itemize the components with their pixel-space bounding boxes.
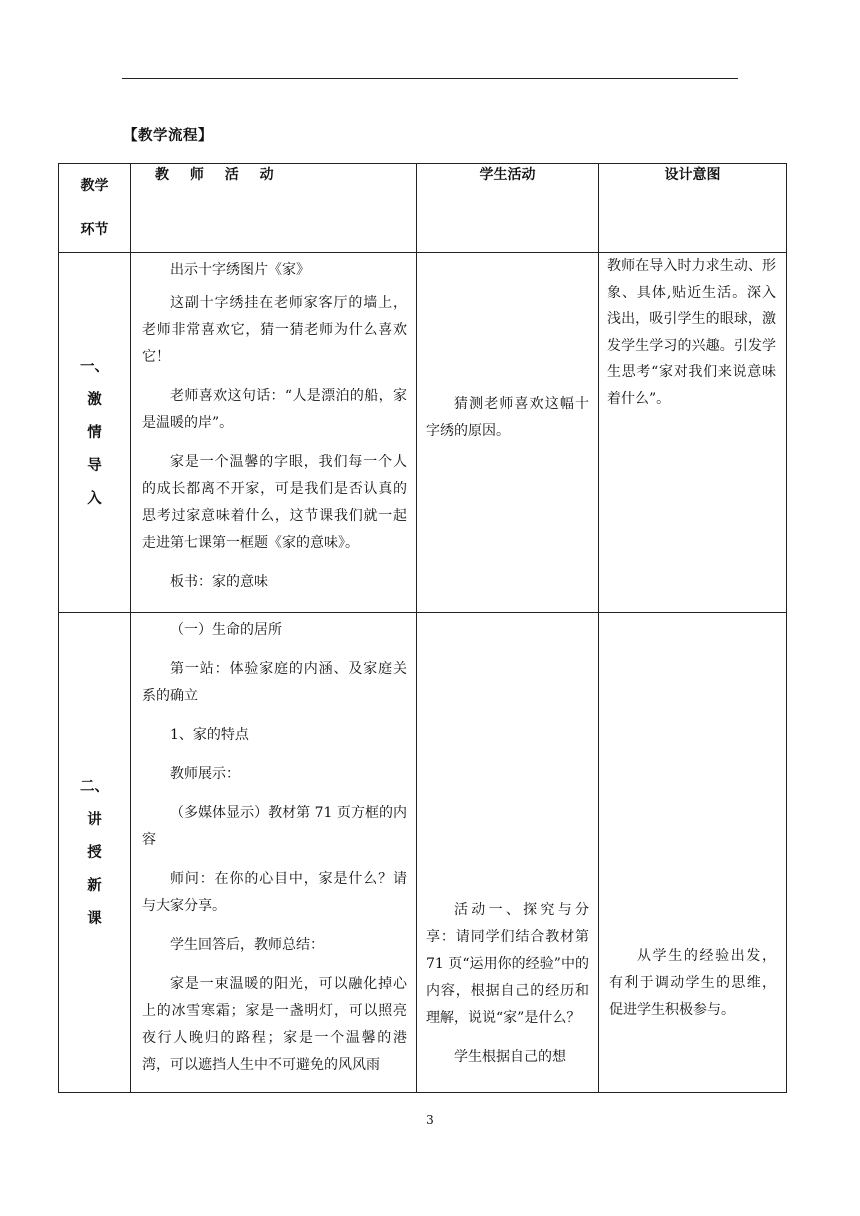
stage-cell-intro — [59, 253, 131, 613]
teacher-activity-cell — [131, 253, 417, 613]
stage-text: 新 — [87, 877, 102, 894]
stage-text: 一、 — [80, 358, 109, 375]
stage-text: 讲 — [87, 811, 102, 828]
header-design-intent: 设计意图 — [599, 164, 787, 253]
design-intent-cell — [599, 253, 787, 613]
table-row — [59, 613, 787, 1093]
teaching-flow-table — [58, 163, 787, 1093]
teacher-paragraph: 老师喜欢这句话：“人是漂泊的船，家是温暖的岸”。 — [142, 388, 407, 431]
stage-text: 导 — [87, 457, 102, 474]
stage-text: 授 — [87, 844, 102, 861]
header-rule — [122, 78, 738, 79]
header-teacher-activity: 教 师 活 动 — [131, 164, 417, 253]
teacher-paragraph: 第一站：体验家庭的内涵、及家庭关系的确立 — [142, 661, 407, 704]
section-heading: 【教学流程】 — [123, 127, 213, 144]
teacher-paragraph: （多媒体显示）教材第 71 页方框的内容 — [142, 805, 407, 848]
teacher-paragraph: （一）生命的居所 — [170, 622, 282, 638]
design-intent-cell — [599, 613, 787, 1093]
teacher-paragraph: 家是一个温馨的字眼，我们每一个人的成长都离不开家，可是我们是否认真的思考过家意味着什么，这节课我们就一起走进第七课第一框题《家的意味》。 — [142, 454, 407, 551]
header-stage-line-1: 教学 — [80, 178, 109, 194]
teacher-paragraph: 家是一束温暖的阳光，可以融化掉心上的冰雪寒霜；家是一盏明灯，可以照亮夜行人晚归的路程；家是一个温馨的港湾，可以遮挡人生中不可避免的风风雨 — [142, 976, 407, 1073]
teacher-paragraph: 师问：在你的心目中，家是什么？请与大家分享。 — [142, 871, 407, 914]
teacher-paragraph: 1、家的特点 — [170, 727, 249, 743]
teacher-paragraph: 板书：家的意味 — [170, 574, 268, 590]
student-activity-cell — [417, 613, 599, 1093]
table-row — [59, 253, 787, 613]
teacher-paragraph: 这副十字绣挂在老师家客厅的墙上，老师非常喜欢它，猜一猜老师为什么喜欢它！ — [142, 295, 407, 365]
teacher-paragraph: 学生回答后，教师总结： — [170, 937, 324, 953]
student-paragraph: 学生根据自己的想 — [454, 1049, 566, 1065]
stage-cell-new-lesson — [59, 613, 131, 1093]
student-paragraph: 猜测老师喜欢这幅十字绣的原因。 — [426, 396, 589, 439]
header-stage — [59, 164, 131, 253]
header-stage-line-2: 环节 — [80, 222, 109, 238]
stage-text: 情 — [87, 424, 102, 441]
stage-text: 激 — [87, 391, 102, 408]
teacher-paragraph: 出示十字绣图片《家》 — [170, 262, 310, 278]
stage-text: 课 — [87, 910, 102, 927]
stage-text: 二、 — [80, 778, 109, 795]
intent-paragraph: 教师在导入时力求生动、形象、具体,贴近生活。深入浅出，吸引学生的眼球，激发学生学习的兴趣。引发学生思考“家对我们来说意味着什么”。 — [607, 258, 776, 407]
header-student-activity: 学生活动 — [417, 164, 599, 253]
table-header-row — [59, 164, 787, 253]
stage-text: 入 — [87, 490, 102, 507]
student-paragraph: 活动一、探究与分享：请同学们结合教材第 71 页“运用你的经验”中的内容，根据自己的经历和理解，说说“家”是什么？ — [426, 902, 589, 1026]
student-activity-cell — [417, 253, 599, 613]
teacher-paragraph: 教师展示： — [170, 766, 240, 782]
page-number: 3 — [426, 1113, 434, 1127]
intent-paragraph: 从学生的经验出发，有利于调动学生的思维，促进学生积极参与。 — [609, 948, 776, 1018]
teacher-activity-cell — [131, 613, 417, 1093]
